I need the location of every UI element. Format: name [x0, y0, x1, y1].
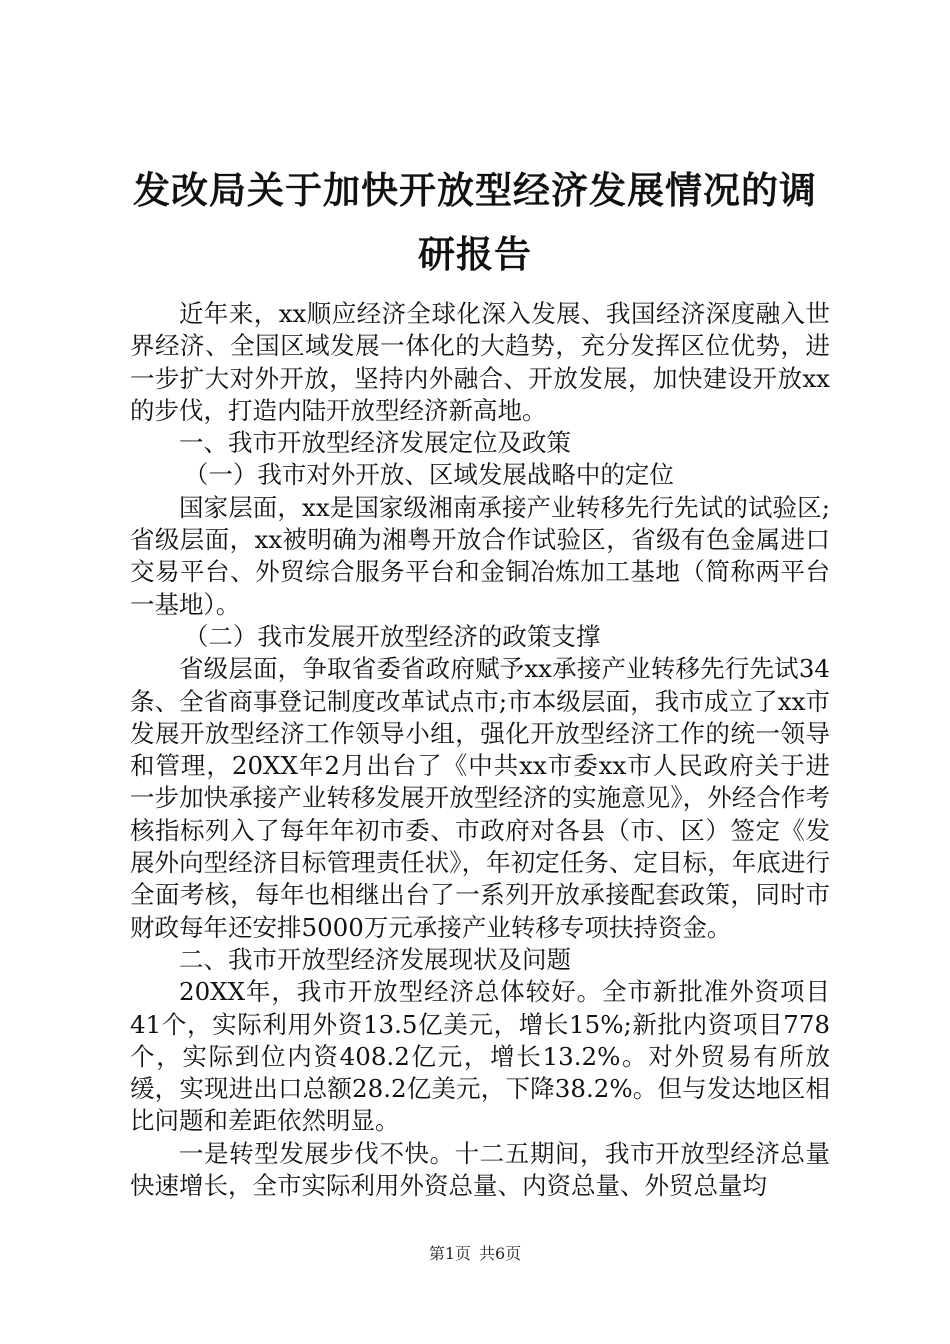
paragraph-problem-1: 一是转型发展步伐不快。十二五期间，我市开放型经济总量快速增长，全市实际利用外资总量、内资总量、外贸总量均	[130, 1138, 830, 1201]
page-total: 共6页	[479, 1244, 522, 1263]
subsection-heading-1: （一）我市对外开放、区域发展战略中的定位	[183, 460, 674, 490]
subsection-heading-2: （二）我市发展开放型经济的政策支撑	[183, 621, 601, 651]
page-footer	[0, 1244, 950, 1264]
paragraph-status: 20XX年，我市开放型经济总体较好。全市新批准外资项目41个，实际利用外资13.5亿美元，增长15%;新批内资项目778个，实际到位内资408.2亿元，增长13.2%。对外贸易有所放缓，实现进出口总额28.2亿美元，下降38.2%。但与发达地区相比问题和差距依然明显。	[130, 977, 830, 1136]
paragraph-intro: 近年来，xx顺应经济全球化深入发展、我国经济深度融入世界经济、全国区域发展一体化的大趋势，充分发挥区位优势，进一步扩大对外开放，坚持内外融合、开放发展，加快建设开放xx的步伐，打造内陆开放型经济新高地。	[130, 299, 830, 425]
section-heading-2: 二、我市开放型经济发展现状及问题	[179, 944, 571, 974]
document-body	[130, 298, 830, 1202]
page-number: 第1页	[428, 1244, 471, 1263]
paragraph-policy: 省级层面，争取省委省政府赋予xx承接产业转移先行先试34条、全省商事登记制度改革试点市;市本级层面，我市成立了xx市发展开放型经济工作领导小组，强化开放型经济工作的统一领导和管理，20XX年2月出台了《中共xx市委xx市人民政府关于进一步加快承接产业转移发展开放型经济的实施意见》，外经合作考核指标列入了每年年初市委、市政府对各县（市、区）签定《发展外向型经济目标管理责任状》，年初定任务、定目标，年底进行全面考核，每年也相继出台了一系列开放承接配套政策，同时市财政每年还安排5000万元承接产业转移专项扶持资金。	[130, 654, 830, 942]
document-title: 发改局关于加快开放型经济发展情况的调研报告	[133, 168, 817, 276]
section-heading-1: 一、我市开放型经济发展定位及政策	[179, 428, 571, 458]
paragraph-positioning: 国家层面，xx是国家级湘南承接产业转移先行先试的试验区;省级层面，xx被明确为湘粤开放合作试验区，省级有色金属进口交易平台、外贸综合服务平台和金铜冶炼加工基地（简称两平台一基地）。	[130, 492, 830, 619]
